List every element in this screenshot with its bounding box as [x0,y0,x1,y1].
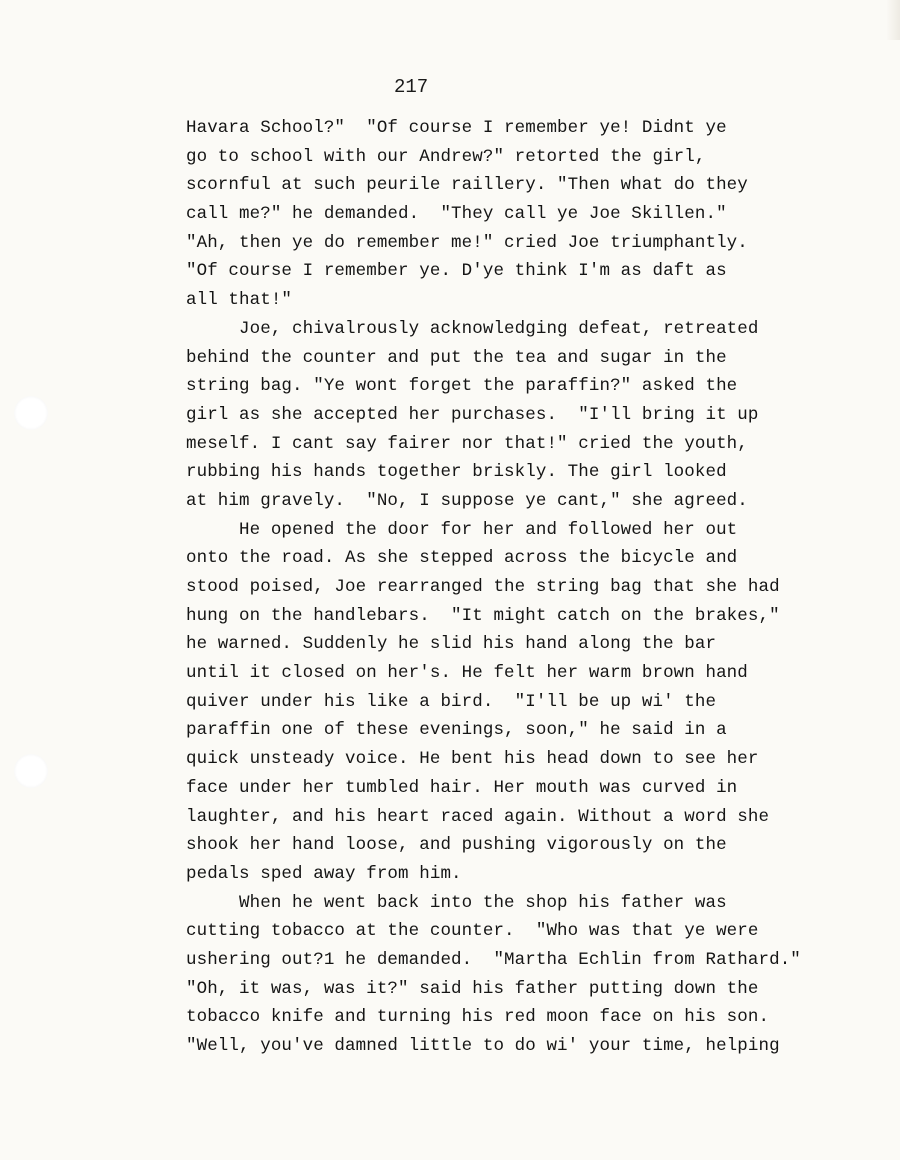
text-line: he warned. Suddenly he slid his hand along the bar [186,634,717,655]
text-line: onto the road. As she stepped across the bicycle and [186,548,738,569]
text-line: quiver under his like a bird. "I'll be up wi' the [186,691,717,712]
text-line: ushering out?1 he demanded. "Martha Echlin from Rathard." [186,949,801,970]
text-line: until it closed on her's. He felt her warm brown hand [186,663,748,684]
text-line: Joe, chivalrously acknowledging defeat, retreated [186,318,759,339]
text-line: call me?" he demanded. "They call ye Joe Skillen." [186,204,727,225]
text-line: "Well, you've damned little to do wi' your time, helping [186,1036,780,1056]
text-line: at him gravely. "No, I suppose ye cant," she agreed. [186,490,748,511]
punch-hole-bottom [14,754,48,788]
text-line: shook her hand loose, and pushing vigorously on the [186,835,727,856]
paper-edge-shadow [886,0,900,40]
text-line: Havara School?" "Of course I remember ye! Didnt ye [186,118,727,138]
text-line: girl as she accepted her purchases. "I'll bring it up [186,404,759,425]
text-line: He opened the door for her and followed her out [186,519,738,540]
text-line: all that!" [186,290,293,311]
text-line: paraffin one of these evenings, soon," he said in a [186,720,727,741]
text-line: rubbing his hands together briskly. The girl looked [186,462,727,483]
punch-hole-top [14,396,48,430]
text-line: meself. I cant say fairer nor that!" cried the youth, [186,433,748,454]
text-line: string bag. "Ye wont forget the paraffin?" asked the [186,376,738,397]
page-number: 217 [394,76,429,98]
text-line: go to school with our Andrew?" retorted the girl, [186,146,706,167]
text-line: "Of course I remember ye. D'ye think I'm as daft as [186,261,727,282]
manuscript-text [186,114,876,1061]
text-line: hung on the handlebars. "It might catch on the brakes," [186,605,780,626]
text-line: behind the counter and put the tea and sugar in the [186,347,727,368]
text-line: scornful at such peurile raillery. "Then what do they [186,175,748,196]
text-line: pedals sped away from him. [186,863,462,884]
text-line: tobacco knife and turning his red moon face on his son. [186,1007,770,1028]
text-line: face under her tumbled hair. Her mouth was curved in [186,777,738,798]
text-line: "Oh, it was, was it?" said his father putting down the [186,978,759,999]
text-line: laughter, and his heart raced again. Without a word she [186,806,770,827]
text-line: "Ah, then ye do remember me!" cried Joe triumphantly. [186,232,748,253]
text-line: stood poised, Joe rearranged the string bag that she had [186,577,780,597]
text-line: quick unsteady voice. He bent his head down to see her [186,749,759,770]
text-line: cutting tobacco at the counter. "Who was that ye were [186,921,759,942]
text-line: When he went back into the shop his father was [186,892,727,913]
